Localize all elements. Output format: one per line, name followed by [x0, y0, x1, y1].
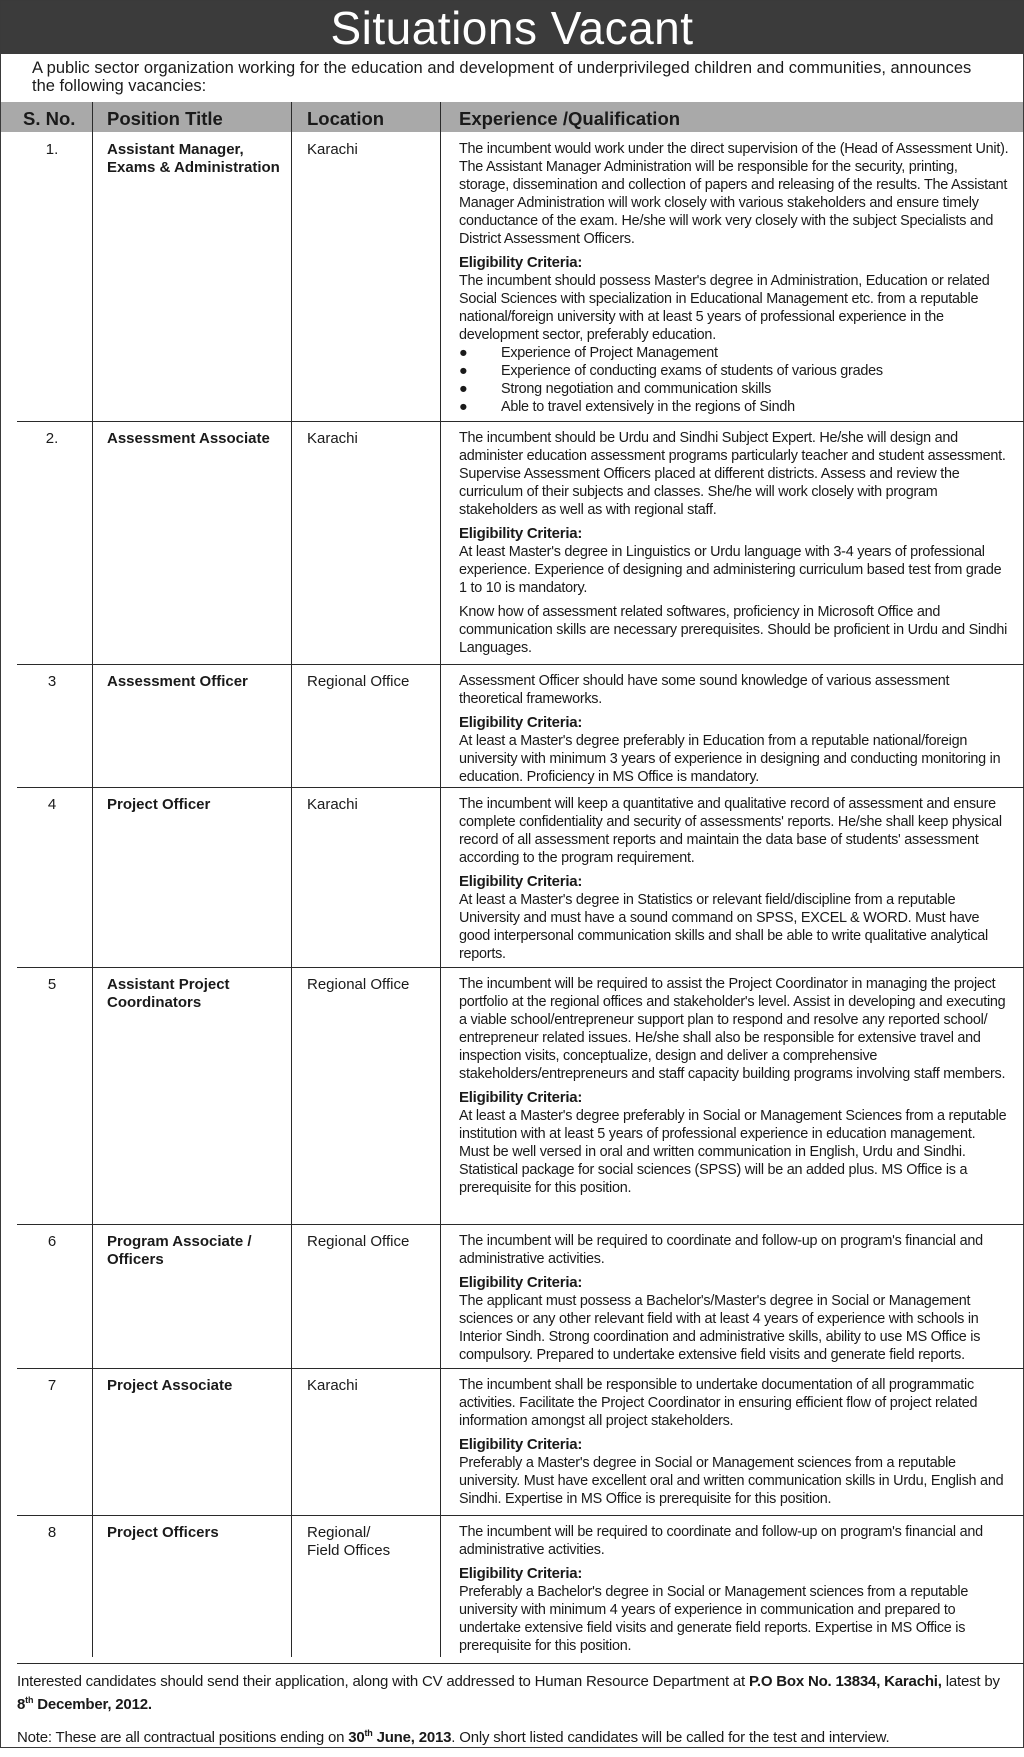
row-number: 6 — [47, 1233, 57, 1250]
apply-instructions: Interested candidates should send their application, along with CV addressed to Human Resource Department at P.O Box No. 13834, Karachi, latest by 8th December, 2012. — [17, 1673, 1000, 1713]
job-description: The incumbent should be Urdu and Sindhi Subject Expert. He/she will design and administer education assessment programs particularly teacher and student assessment. Supervise Assessment Officers placed at different districts. Assess and review the curriculum of their subjects and classes. She/he will work closely with program stakeholders as well as with regional staff. — [459, 430, 1006, 518]
row-divider — [17, 1663, 1024, 1664]
table-row — [1, 422, 1023, 664]
job-description: Assessment Officer should have some sound knowledge of various assessment theoretical frameworks. — [459, 673, 950, 707]
position-title: Project Officer — [107, 796, 211, 813]
position-title: Assessment Officer — [107, 673, 248, 690]
table-row — [1, 1369, 1023, 1515]
list-item: ● Experience of Project Management — [459, 345, 718, 361]
row-number: 8 — [47, 1524, 57, 1541]
table-row — [1, 1225, 1023, 1368]
location: Regional Office — [307, 1233, 410, 1250]
row-number: 1. — [45, 141, 59, 158]
location: Karachi — [307, 141, 358, 158]
eligibility-criteria-text: The applicant must possess a Bachelor's/Master's degree in Social or Management sciences or any other relevant field with at least 4 years of experience with schools in Interior Sindh. Strong coordination and administrative skills, ability to use MS Office is compulsory. Prepared to undertake extensive field visits and generate field reports. — [459, 1293, 981, 1363]
job-description: The incumbent will be required to assist the Project Coordinator in managing the project portfolio at the regional offices and stakeholder's level. Assist in developing and executing a viable school/entrepreneur support plan to respond and resolve any reported school/ entrepreneur related issues. He/she shall also be responsible for extensive travel and inspection visits, conceptualize, design and deliver a comprehensive stakeholders/entrepreneurs and staff capacity building programs involving staff members. — [459, 976, 1006, 1082]
table-row — [1, 1516, 1023, 1663]
eligibility-criteria-label: Eligibility Criteria: — [459, 714, 583, 731]
requirements-list — [459, 344, 1009, 416]
location: Regional/ Field Offices — [307, 1524, 391, 1559]
position-title: Project Officers — [107, 1524, 219, 1541]
bullet-icon: ● — [459, 345, 468, 361]
bullet-icon: ● — [459, 363, 468, 379]
row-number: 5 — [47, 976, 57, 993]
location: Karachi — [307, 430, 358, 447]
list-item: ● Strong negotiation and communication skills — [459, 381, 772, 397]
row-number: 2. — [45, 430, 59, 447]
list-item: ● Experience of conducting exams of students of various grades — [459, 363, 883, 379]
table-row — [1, 133, 1023, 421]
eligibility-criteria-text: Preferably a Bachelor's degree in Social or Management sciences from a reputable university with minimum 4 years of experience in communication and prepared to undertake extensive field visits and generate field reports. Expertise in MS Office is prerequisite for this position. — [459, 1584, 969, 1654]
experience-qualification — [459, 1376, 1009, 1508]
bullet-icon: ● — [459, 381, 468, 397]
experience-qualification — [459, 429, 1009, 663]
eligibility-criteria-text: Preferably a Master's degree in Social or Management sciences from a reputable university. Must have excellent oral and written communication skills in Urdu, English and Sindhi. Expertise in MS Office is prerequisite for this position. — [459, 1455, 1004, 1507]
location: Regional Office — [307, 673, 410, 690]
position-title: Assistant Project Coordinators — [107, 976, 230, 1011]
position-title: Project Associate — [107, 1377, 233, 1394]
bullet-icon: ● — [459, 399, 468, 415]
column-header-sno: S. No. — [23, 108, 76, 129]
job-description: The incumbent would work under the direct supervision of the (Head of Assessment Unit). The Assistant Manager Administration will be responsible for the security, printing, storage, dissemination and collection of papers and releasing of the results. The Assistant Manager Administration will work closely with various stakeholders and ensure timely conductance of the exam. He/she will work very closely with the subject Specialists and District Assessment Officers. — [459, 141, 1009, 247]
row-number: 4 — [47, 796, 57, 813]
eligibility-criteria-text: At least a Master's degree preferably in Social or Management Sciences from a reputable institution with at least 5 years of professional experience in education management. Must be well versed in oral and written communication in English, Urdu and Sindhi. Statistical package for social sciences (SPSS) will be an added plus. MS Office is a prerequisite for this position. — [459, 1108, 1007, 1196]
eligibility-criteria-label: Eligibility Criteria: — [459, 254, 583, 271]
job-description: The incumbent shall be responsible to undertake documentation of all programmatic activities. Facilitate the Project Coordinator in ensuring efficient flow of project related information amongst all project stakeholders. — [459, 1377, 978, 1429]
eligibility-criteria-label: Eligibility Criteria: — [459, 1274, 583, 1291]
experience-qualification — [459, 1232, 1009, 1364]
contract-end-date: 30th June, 2013 — [348, 1728, 452, 1746]
application-instructions — [17, 1673, 1017, 1757]
job-description: The incumbent will be required to coordinate and follow-up on program's financial and administrative activities. — [459, 1233, 983, 1267]
eligibility-criteria-label: Eligibility Criteria: — [459, 1436, 583, 1453]
row-number: 3 — [47, 673, 57, 690]
experience-qualification — [459, 795, 1009, 963]
eligibility-criteria-text: At least a Master's degree in Statistics or relevant field/discipline from a reputable University and must have a sound command on SPSS, EXCEL & WORD. Must have good interpersonal communication skills and shall be able to write qualitative analytical reports. — [459, 892, 988, 962]
eligibility-criteria-text: The incumbent should possess Master's degree in Administration, Education or related Social Sciences with specialization in Educational Management etc. from a reputable national/foreign university with at least 5 years of professional experience in the development sector, preferably education. — [459, 273, 990, 343]
eligibility-criteria-label: Eligibility Criteria: — [459, 525, 583, 542]
list-item: ● Able to travel extensively in the regions of Sindh — [459, 399, 795, 415]
row-number: 7 — [47, 1377, 57, 1394]
table-header — [1, 102, 1023, 132]
location: Karachi — [307, 796, 358, 813]
postal-address: P.O Box No. 13834, Karachi, — [748, 1673, 942, 1690]
job-description: The incumbent will keep a quantitative and qualitative record of assessment and ensure complete confidentiality and security of assessments' reports. He/she shall keep physical record of all assessment reports and maintain the data base of students' assessment according to the program requirement. — [459, 796, 1002, 866]
intro-text: A public sector organization working for the education and development of underprivileged children and communities, announces the following vacancies: — [32, 59, 972, 95]
column-header-position: Position Title — [107, 108, 223, 129]
eligibility-criteria-label: Eligibility Criteria: — [459, 1089, 583, 1106]
experience-qualification — [459, 1523, 1009, 1655]
position-title: Assistant Manager, Exams & Administration — [107, 141, 280, 176]
additional-requirements: Know how of assessment related softwares, proficiency in Microsoft Office and communication skills are necessary prerequisites. Should be proficient in Urdu and Sindhi Languages. — [459, 604, 1008, 656]
eligibility-criteria-text: At least Master's degree in Linguistics or Urdu language with 3-4 years of professional experience. Experience of designing and administering curriculum based test from grade 1 to 10 is mandatory. — [459, 544, 1002, 596]
position-title: Program Associate / Officers — [107, 1233, 252, 1268]
job-description: The incumbent will be required to coordinate and follow-up on program's financial and administrative activities. — [459, 1524, 983, 1558]
table-row — [1, 665, 1023, 787]
position-title: Assessment Associate — [107, 430, 270, 447]
contract-note: Note: These are all contractual positions ending on 30th June, 2013. Only short listed candidates will be called for the test and interview. — [17, 1728, 890, 1746]
location: Regional Office — [307, 976, 410, 993]
table-row — [1, 788, 1023, 967]
table-row — [1, 968, 1023, 1224]
eligibility-criteria-text: At least a Master's degree preferably in Education from a reputable national/foreign university with minimum 3 years of experience in designing and conducting monitoring in education. Proficiency in MS Office is mandatory. — [459, 733, 1001, 785]
eligibility-criteria-label: Eligibility Criteria: — [459, 1565, 583, 1582]
experience-qualification — [459, 140, 1009, 416]
page-title: Situations Vacant — [1, 1, 1023, 54]
experience-qualification — [459, 672, 1009, 786]
column-header-location: Location — [307, 108, 385, 129]
application-deadline: 8th December, 2012. — [17, 1695, 152, 1713]
experience-qualification — [459, 975, 1009, 1197]
eligibility-criteria-label: Eligibility Criteria: — [459, 873, 583, 890]
location: Karachi — [307, 1377, 358, 1394]
column-header-experience: Experience /Qualification — [459, 108, 681, 129]
